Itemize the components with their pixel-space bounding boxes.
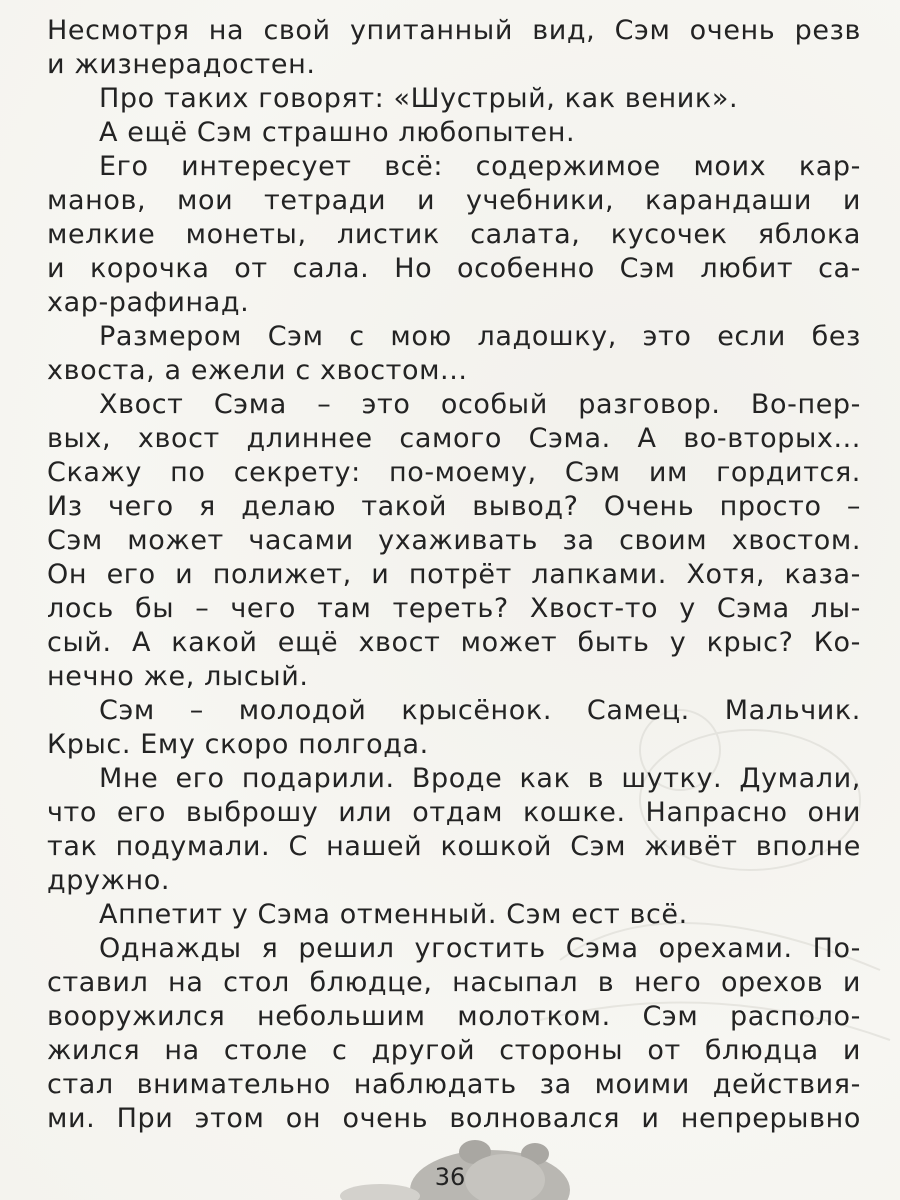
text-line: Он его и полижет, и потрёт лапками. Хотя, каза- (47, 559, 861, 590)
text-line: хар-рафинад. (47, 287, 250, 318)
text-line: мелкие монеты, листик салата, кусочек яблока (47, 219, 861, 250)
text-line: нечно же, лысый. (47, 661, 309, 692)
text-line: ми. При этом он очень волновался и непрерывно (47, 1103, 861, 1134)
text-line: А ещё Сэм страшно любопытен. (99, 117, 576, 148)
text-line: Скажу по секрету: по-моему, Сэм им гордится. (47, 457, 861, 488)
text-line: Его интересует всё: содержимое моих кар- (99, 151, 861, 182)
text-line: манов, мои тетради и учебники, карандаши и (47, 185, 861, 216)
text-line: стал внимательно наблюдать за моими действия- (47, 1069, 861, 1100)
text-line: дружно. (47, 865, 171, 896)
text-line: Аппетит у Сэма отменный. Сэм ест всё. (99, 899, 688, 930)
text-line: и корочка от сала. Но особенно Сэм любит са- (47, 253, 861, 284)
text-line: сый. А какой ещё хвост может быть у крыс? Ко- (47, 627, 861, 658)
text-line: Про таких говорят: «Шустрый, как веник». (99, 83, 739, 114)
text-line: Хвост Сэма – это особый разговор. Во-пер- (99, 389, 861, 420)
text-line: Сэм – молодой крысёнок. Самец. Мальчик. (99, 695, 861, 726)
text-line: хвоста, а ежели с хвостом... (47, 355, 468, 386)
text-line: что его выброшу или отдам кошке. Напрасно они (47, 797, 861, 828)
text-line: ставил на стол блюдце, насыпал в него орехов и (47, 967, 861, 998)
text-line: вооружился небольшим молотком. Сэм располо- (47, 1001, 861, 1032)
text-line: и жизнерадостен. (47, 49, 316, 80)
text-line: Размером Сэм с мою ладошку, это если без (99, 321, 861, 352)
text-line: Однажды я решил угостить Сэма орехами. По- (99, 933, 861, 964)
text-line: Сэм может часами ухаживать за своим хвостом. (47, 525, 861, 556)
text-line: Из чего я делаю такой вывод? Очень просто – (47, 491, 861, 522)
text-line: лось бы – чего там тереть? Хвост-то у Сэма лы- (47, 593, 861, 624)
text-line: Мне его подарили. Вроде как в шутку. Думали, (99, 763, 861, 794)
text-line: Несмотря на свой упитанный вид, Сэм очень резв (47, 15, 861, 46)
text-line: вых, хвост длиннее самого Сэма. А во-вторых... (47, 423, 861, 454)
text-line: жился на столе с другой стороны от блюдца и (47, 1035, 861, 1066)
story-text (47, 14, 861, 1136)
text-line: так подумали. С нашей кошкой Сэм живёт вполне (47, 831, 861, 862)
page-number: 36 (434, 1163, 466, 1191)
text-line: Крыс. Ему скоро полгода. (47, 729, 429, 760)
